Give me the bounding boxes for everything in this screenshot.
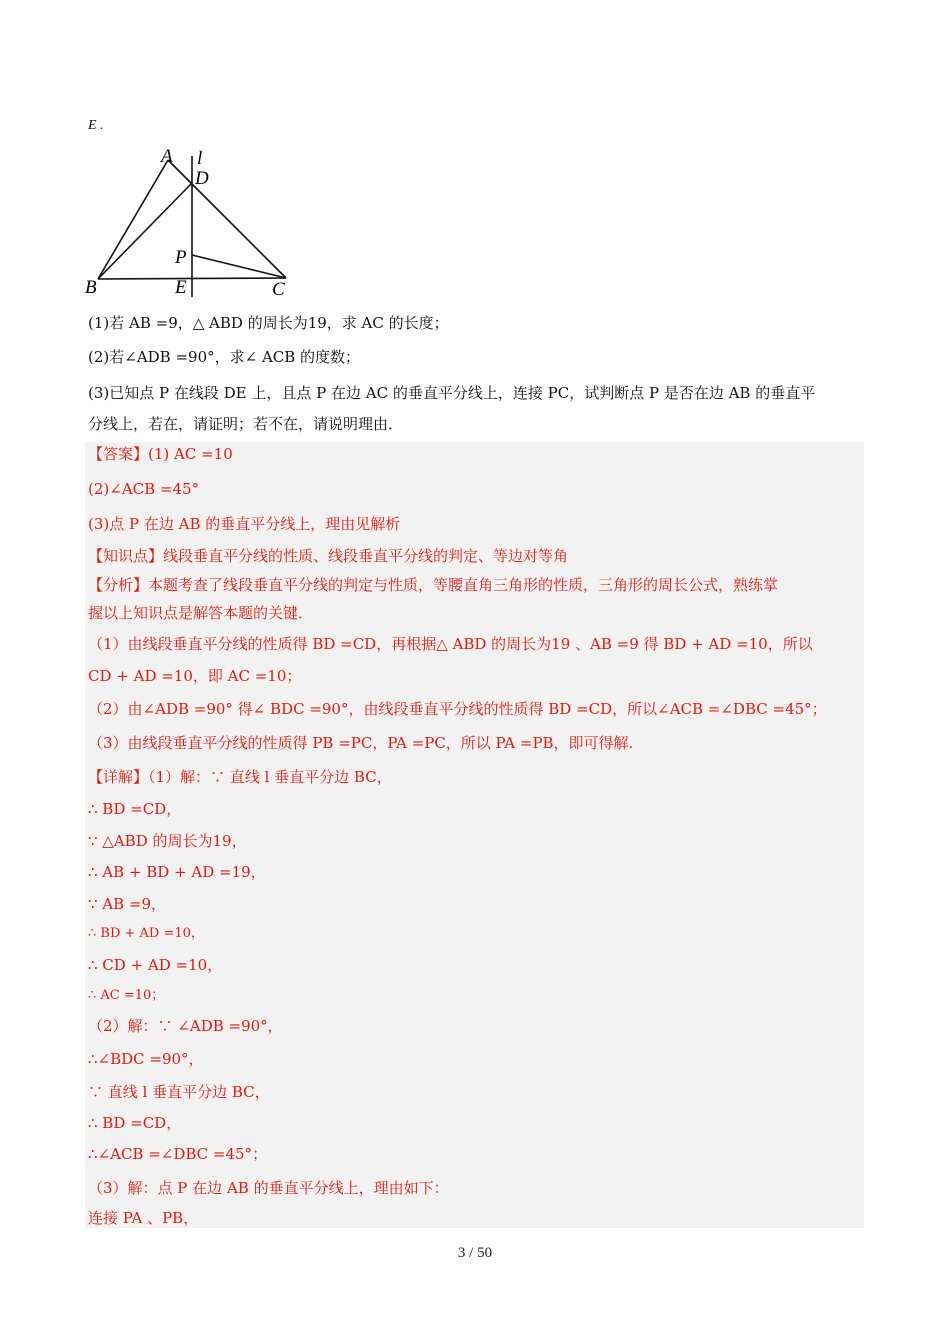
detail-line-15: 连接 PA 、PB， — [88, 1209, 199, 1227]
analysis-step-1a: （1）由线段垂直平分线的性质得 BD =CD，再根据△ ABD 的周长为19 、AB =9 得 BD + AD =10，所以 — [88, 635, 813, 653]
answer-3: (3)点 P 在边 AB 的垂直平分线上，理由见解析 — [88, 515, 401, 533]
detail-line-14: （3）解：点 P 在边 AB 的垂直平分线上，理由如下： — [88, 1179, 449, 1197]
triangle-figure — [84, 142, 304, 302]
label-e: E — [175, 277, 187, 298]
answer-2: (2)∠ACB =45° — [88, 480, 200, 498]
label-c: C — [272, 279, 285, 300]
question-3-line-1: (3)已知点 P 在线段 DE 上，且点 P 在边 AC 的垂直平分线上，连接 PC，试判断点 P 是否在边 AB 的垂直平 — [88, 384, 816, 402]
analysis-step-1b: CD + AD =10，即 AC =10； — [88, 667, 302, 685]
detail-line-13: ∴∠ACB =∠DBC =45°； — [88, 1145, 268, 1163]
question-1: (1)若 AB =9，△ ABD 的周长为19，求 AC 的长度； — [88, 314, 449, 332]
detail-line-6: ∴ BD + AD =10， — [88, 926, 204, 941]
intro-fragment: E . — [88, 118, 104, 133]
detail-line-8: ∴ AC =10； — [88, 988, 165, 1003]
detail-line-12: ∴ BD =CD， — [88, 1114, 182, 1132]
knowledge-points: 【知识点】线段垂直平分线的性质、线段垂直平分线的判定、等边对等角 — [88, 547, 569, 565]
detail-line-10: ∴∠BDC =90°， — [88, 1050, 204, 1068]
segment-pc — [192, 255, 286, 278]
detail-line-7: ∴ CD + AD =10， — [88, 956, 223, 974]
detail-line-1: 【详解】（1）解：∵ 直线 l 垂直平分边 BC， — [88, 768, 392, 786]
answer-1: 【答案】(1) AC =10 — [88, 445, 233, 463]
page-number: 3 / 50 — [457, 1245, 493, 1261]
label-a: A — [161, 146, 173, 167]
detail-line-5: ∵ AB =9， — [88, 895, 167, 913]
detail-line-2: ∴ BD =CD， — [88, 800, 182, 818]
question-3-line-2: 分线上，若在，请证明；若不在，请说明理由． — [88, 415, 404, 433]
analysis-step-2: （2）由∠ADB =90° 得∠ BDC =90°，由线段垂直平分线的性质得 BD =CD，所以∠ACB =∠DBC =45°； — [88, 700, 827, 718]
analysis-step-3: （3）由线段垂直平分线的性质得 PB =PC，PA =PC，所以 PA =PB，即可得解. — [88, 734, 634, 752]
label-d: D — [195, 168, 209, 189]
detail-line-4: ∴ AB + BD + AD =19， — [88, 863, 266, 881]
question-2: (2)若∠ADB =90°，求∠ ACB 的度数； — [88, 348, 361, 366]
label-p: P — [175, 247, 187, 268]
detail-line-9: （2）解：∵ ∠ADB =90°， — [88, 1017, 283, 1035]
detail-line-11: ∵ 直线 l 垂直平分边 BC， — [88, 1083, 270, 1101]
analysis-line-1: 【分析】本题考查了线段垂直平分线的判定与性质，等腰直角三角形的性质，三角形的周长公式，熟练掌 — [88, 576, 779, 594]
segment-ba — [98, 160, 168, 279]
detail-line-3: ∵ △ABD 的周长为19， — [88, 832, 247, 850]
label-b: B — [85, 277, 97, 298]
label-l: l — [197, 148, 203, 169]
analysis-line-2: 握以上知识点是解答本题的关键． — [88, 604, 314, 622]
